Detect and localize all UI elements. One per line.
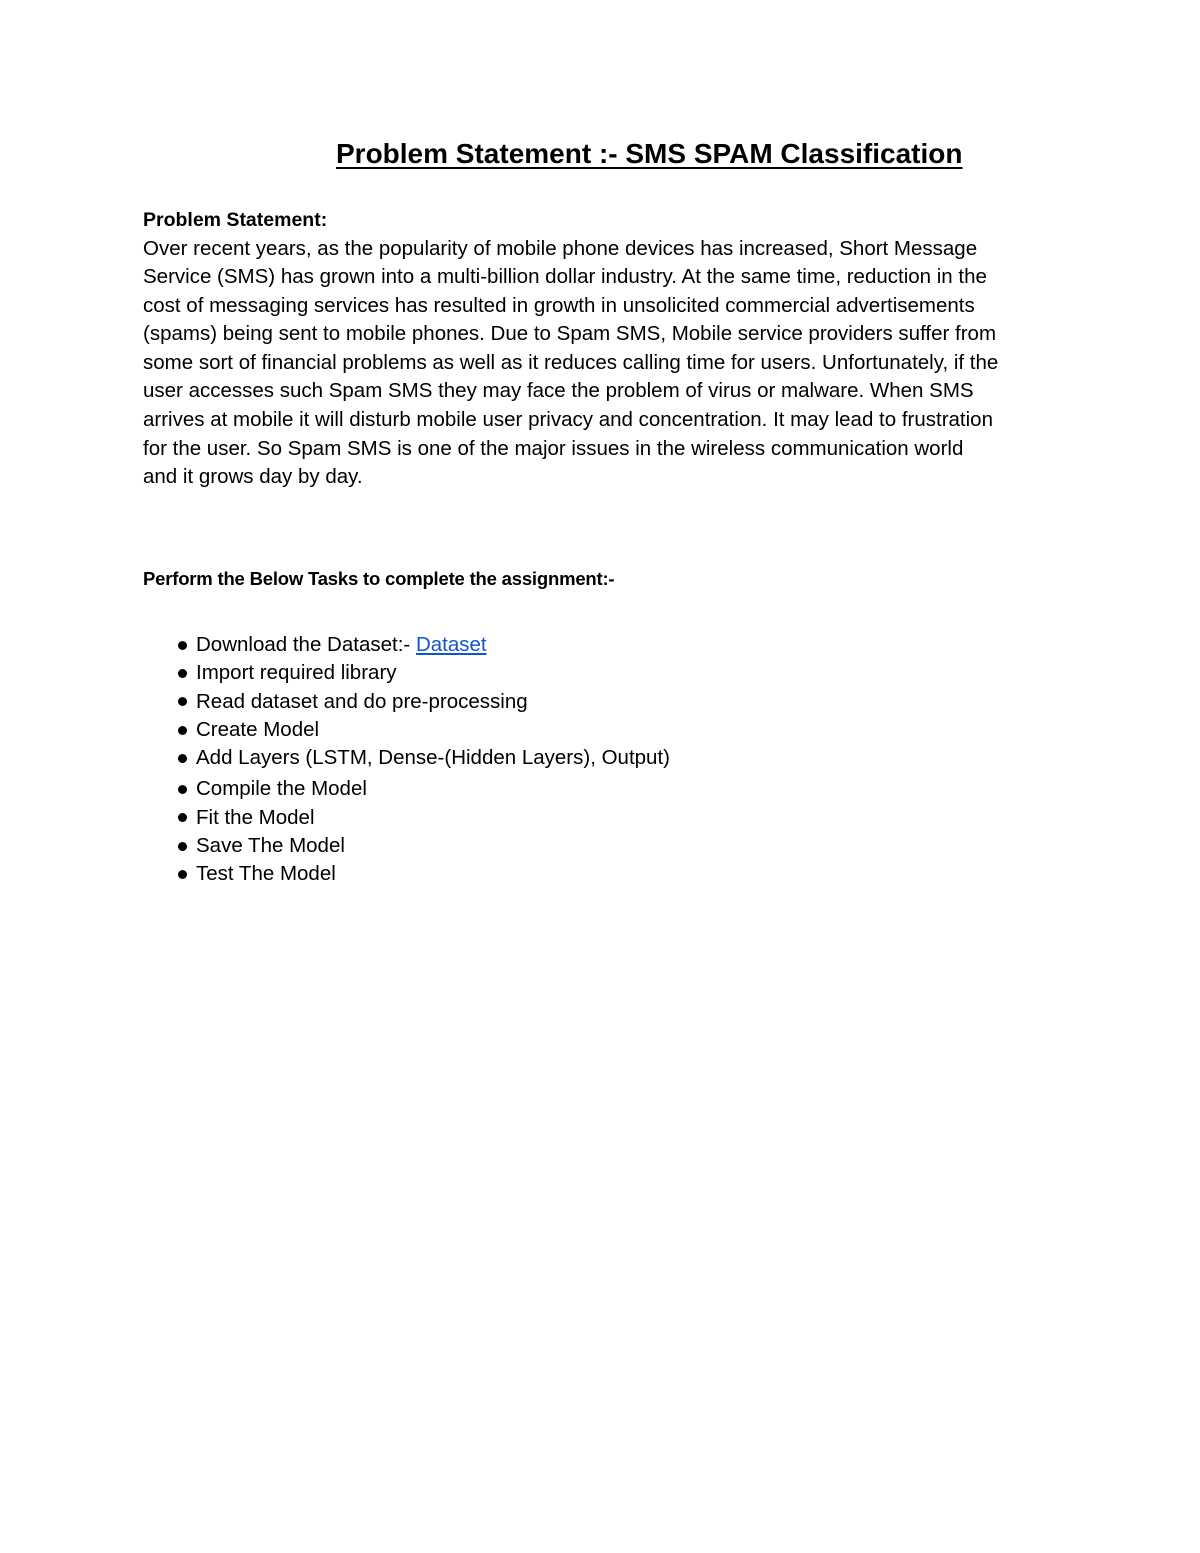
task-item-compile: [178, 775, 670, 803]
bullet-icon: [178, 669, 187, 678]
task-item-fit: [178, 804, 670, 832]
page-title: Problem Statement :- SMS SPAM Classification: [336, 138, 963, 169]
task-text: Compile the Model: [196, 777, 367, 801]
task-text: Save The Model: [196, 834, 345, 858]
tasks-heading: Perform the Below Tasks to complete the assignment:-: [143, 568, 615, 589]
bullet-icon: [178, 641, 187, 650]
task-item-test: [178, 860, 670, 888]
task-text: Import required library: [196, 661, 397, 685]
task-item-add-layers: [178, 744, 670, 772]
task-item-import: [178, 659, 670, 687]
task-text: Read dataset and do pre-processing: [196, 689, 528, 713]
bullet-icon: [178, 754, 187, 763]
problem-body: Over recent years, as the popularity of mobile phone devices has increased, Short Message Service (SMS) has grown into a multi-billion dollar industry. At the same time, reduction in the cost of messaging services has resulted in growth in unsolicited commercial advertisements (spams) being sent to mobile phones. Due to Spam SMS, Mobile service providers suffer from some sort of financial problems as well as it reduces calling time for users. Unfortunately, if the user accesses such Spam SMS they may face the problem of virus or malware. When SMS arrives at mobile it will disturb mobile user privacy and concentration. It may lead to frustration for the user. So Spam SMS is one of the major issues in the wireless communication world and it grows day by day.: [143, 236, 999, 489]
problem-heading: Problem Statement:: [143, 209, 328, 231]
task-item-download: [178, 631, 670, 659]
task-text: Create Model: [196, 717, 320, 741]
bullet-icon: [178, 726, 187, 735]
task-item-read: [178, 688, 670, 716]
bullet-icon: [178, 697, 187, 706]
bullet-icon: [178, 842, 187, 851]
task-text: Download the Dataset:-: [196, 633, 416, 656]
problem-section: [143, 206, 1003, 492]
task-item-save: [178, 832, 670, 860]
dataset-link[interactable]: Dataset: [415, 633, 487, 656]
task-text: Fit the Model: [196, 805, 315, 829]
task-text: Add Layers (LSTM, Dense-(Hidden Layers), Output): [196, 746, 670, 770]
bullet-icon: [178, 870, 187, 879]
task-text: Test The Model: [196, 862, 336, 886]
task-list: [178, 631, 670, 889]
task-item-create-model: [178, 716, 670, 744]
bullet-icon: [178, 785, 187, 794]
bullet-icon: [178, 813, 187, 822]
